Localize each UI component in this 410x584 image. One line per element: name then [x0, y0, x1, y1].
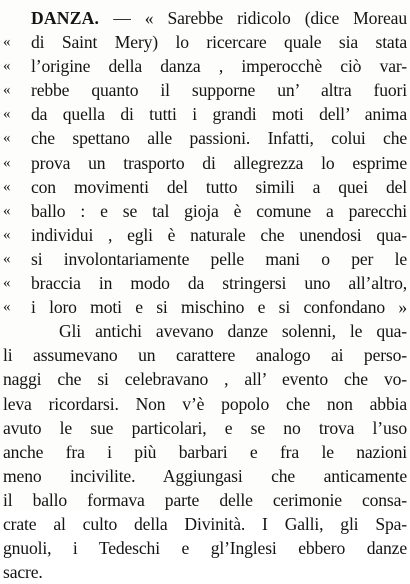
line-text: meno incivilite. Aggiungasi che anticamente [3, 465, 407, 486]
paragraph-1-line-1 [31, 6, 407, 30]
paragraph-1-line-4 [3, 78, 407, 102]
paragraph-2-line-11 [3, 560, 407, 584]
line-text: naggi che si celebravano , all’ evento che vo- [3, 369, 407, 390]
paragraph-1-line-5 [3, 102, 407, 126]
paragraph-2-line-3 [3, 367, 407, 391]
open-quote-mark: « [3, 178, 11, 195]
open-quote-mark: « [3, 82, 11, 99]
line-text: da quella di tutti i grandi moti dell’ anima [31, 104, 407, 125]
paragraph-2-line-5 [3, 416, 407, 440]
line-text: braccia in modo da stringersi uno all’altro, [31, 273, 407, 294]
line-text: il ballo formava parte delle cerimonie consa- [3, 489, 407, 510]
open-quote-mark: « [3, 130, 11, 147]
open-quote-mark: « [3, 34, 11, 51]
open-quote-mark: « [3, 202, 11, 219]
paragraph-1-line-3 [3, 54, 407, 78]
paragraph-2-line-9 [3, 512, 407, 536]
line-text: che spettano alle passioni. Infatti, colui che [31, 128, 407, 149]
line-text: individui , egli è naturale che unendosi qua- [31, 224, 407, 245]
heading-separator: — [99, 8, 145, 28]
line-text: con movimenti del tutto simili a quei del [31, 176, 407, 197]
open-quote-mark: « [3, 226, 11, 243]
paragraph-2-line-4 [3, 392, 407, 416]
heading-danza: DANZA. [31, 8, 100, 28]
line-text: crate al culto della Divinità. I Galli, gli Spa- [3, 513, 407, 534]
paragraph-2-line-7 [3, 464, 407, 488]
paragraph-2-line-2 [3, 343, 407, 367]
line-text: rebbe quanto il supporne un’ altra fuori [31, 80, 407, 101]
paragraph-1-line-6 [3, 126, 407, 150]
line-text: i loro moti e si mischino e si confondano » [31, 297, 407, 318]
paragraph-2-line-1 [3, 319, 407, 343]
paragraph-2-line-8 [3, 488, 407, 512]
paragraph-1-line-12 [3, 271, 407, 295]
paragraph-1-line-13 [3, 295, 407, 319]
paragraph-1-line-11 [3, 247, 407, 271]
line-text: Gli antichi avevano danze solenni, le qua- [59, 321, 407, 342]
line-text: gnuoli, i Tedeschi e gl’Inglesi ebbero danze [3, 538, 407, 559]
open-quote-mark: « [3, 106, 11, 123]
line-text: di Saint Mery) lo ricercare quale sia stata [31, 32, 407, 53]
paragraph-1-line-10 [3, 223, 407, 247]
article-text [3, 6, 407, 584]
open-quote-mark: « [3, 58, 11, 75]
line-text: ballo : e se tal gioja è comune a parecchi [31, 200, 407, 221]
line-text: li assumevano un carattere analogo ai perso- [3, 345, 407, 366]
paragraph-1-line-7 [3, 151, 407, 175]
open-quote-mark: « [3, 154, 11, 171]
line-text: leva ricordarsi. Non v’è popolo che non abbia [3, 393, 407, 414]
paragraph-1-line-2 [3, 30, 407, 54]
open-quote-mark: « [3, 299, 11, 316]
line-text: avuto le sue particolari, e se no trova l’uso [3, 417, 407, 438]
paragraph-1-line-9 [3, 199, 407, 223]
line-text: anche fra i più barbari e fra le nazioni [3, 441, 407, 462]
line-text: sacre. [3, 562, 43, 583]
paragraph-2-line-6 [3, 440, 407, 464]
open-quote-mark: « [3, 275, 11, 292]
open-quote-mark: « [3, 250, 11, 267]
line-text: prova un trasporto di allegrezza lo esprime [31, 152, 407, 173]
line-text: si involontariamente pelle mani o per le [31, 248, 407, 269]
paragraph-1-line-8 [3, 175, 407, 199]
line-text: « Sarebbe ridicolo (dice Moreau [144, 8, 407, 28]
paragraph-2-line-10 [3, 536, 407, 560]
line-text: l’origine della danza , imperocchè ciò var- [31, 56, 407, 77]
